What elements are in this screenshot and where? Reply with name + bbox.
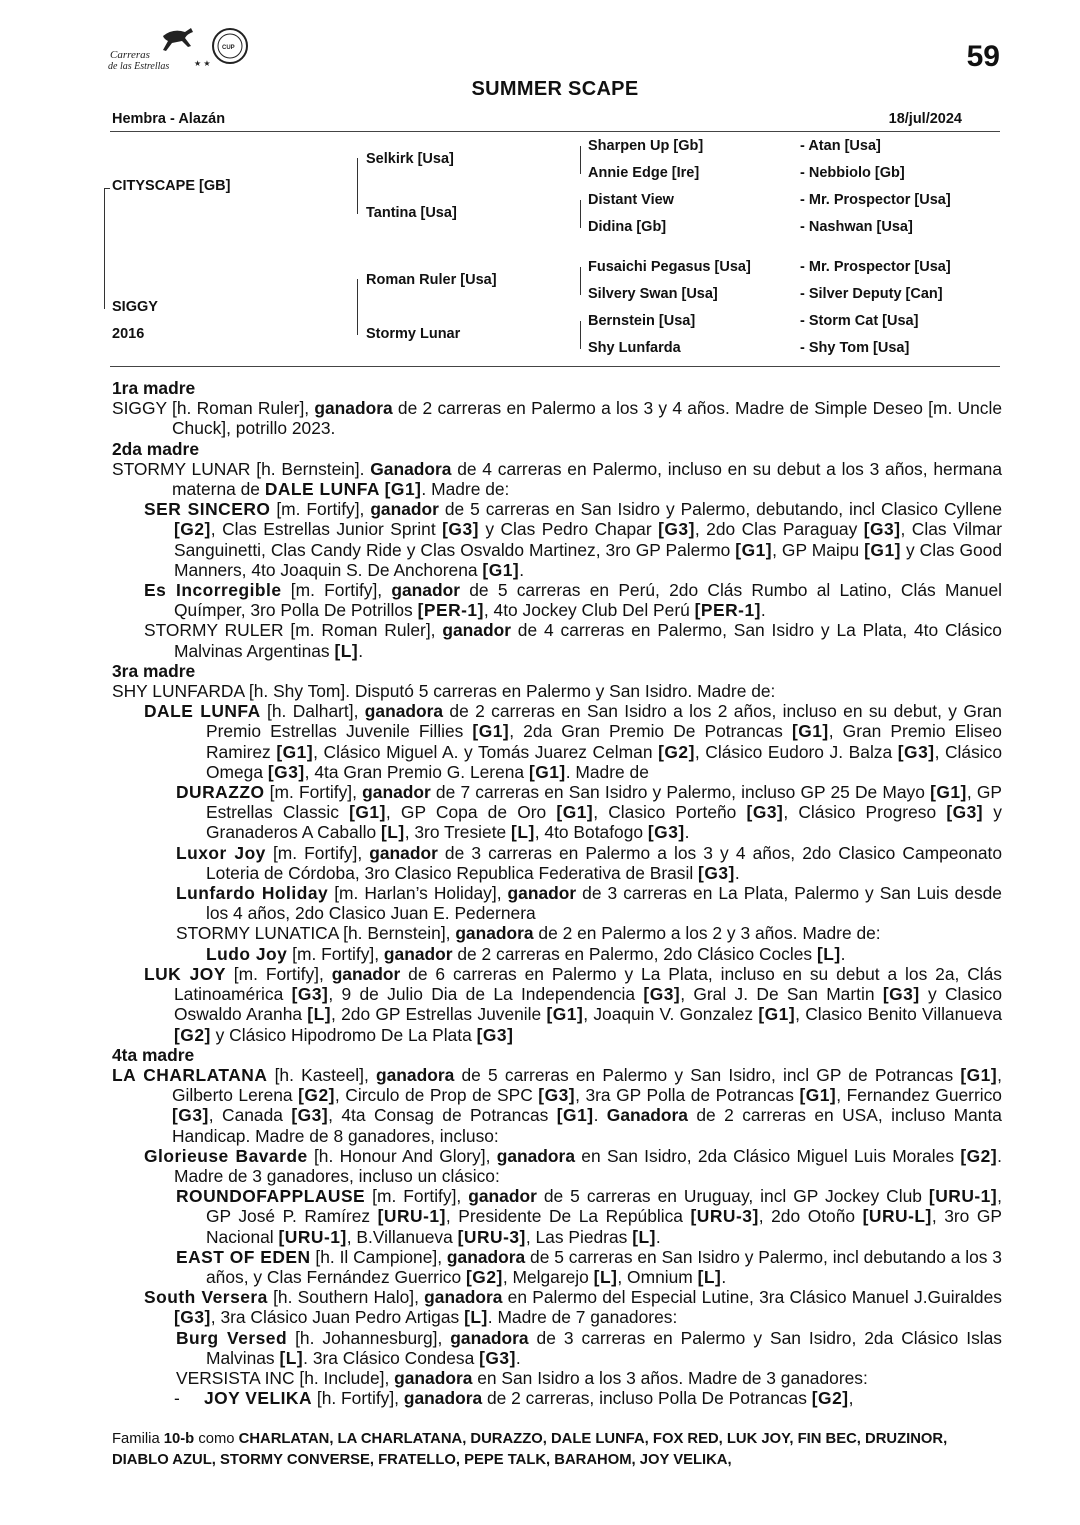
bottom-rule [110,366,1000,367]
family-footer [112,1429,1002,1471]
horse-name: SUMMER SCAPE [471,78,639,100]
pedigree-gen4-3: - Mr. Prospector [Usa] [800,192,951,208]
entry-joy-velika: - JOY VELIKA [h. Fortify], ganadora de 2 carreras, incluso Polla De Potrancas [G2], [174,1388,854,1409]
svg-text:CUP: CUP [222,45,235,51]
pedigree-gen4-8: - Shy Tom [Usa] [800,340,910,356]
pedigree-gen4-5: - Mr. Prospector [Usa] [800,259,951,275]
entry-stormy-ruler: STORMY RULER [m. Roman Ruler], ganador de 4 carreras en Palermo, San Isidro y La Plata, 4to Clásico Malvinas Argentinas [L]. [144,620,1002,661]
sex-coat: Hembra - Alazán [112,111,226,127]
gen3-bracket-1 [580,146,581,174]
entry-ludo-joy: Ludo Joy [m. Fortify], ganador de 2 carreras en Palermo, 2do Clásico Cocles [L]. [206,943,846,964]
carreras-de-las-estrellas-logo [108,22,248,74]
pedigree-gen2-1: Selkirk [Usa] [366,151,454,167]
entry-glorieuse-bavarde: Glorieuse Bavarde [h. Honour And Glory], ganadora en San Isidro, 2da Clásico Miguel Luis Morales [G2]. Madre de 3 ganadores, incluso un clásico: [144,1145,1002,1186]
pedigree-gen2-3: Roman Ruler [Usa] [366,272,497,288]
entry-la-charlatana: LA CHARLATANA [h. Kasteel], ganadora de 5 carreras en Palermo y San Isidro, incl GP de Potrancas [G1], Gilberto Lerena [G2], Circulo de Prop de SPC [G3], 3ra GP Polla de Potrancas [G1], Fernandez Guerrico [G3], Canada [G3], 4ta Consag de Potrancas [G1]. Ganadora de 2 carreras en USA, incluso Manta Handicap. Madre de 8 ganadores, incluso: [112,1064,1002,1146]
pedigree-gen4-2: - Nebbiolo [Gb] [800,165,905,181]
entry-stormy-lunar: STORMY LUNAR [h. Bernstein]. Ganadora de 4 carreras en Palermo, incluso en su debut a los 3 años, hermana materna de DALE LUNFA [G1]. Madre de: [112,458,1002,500]
pedigree-sire: CITYSCAPE [GB] [112,178,231,194]
pedigree-dam: SIGGY [112,299,158,315]
gen3-bracket-4 [580,321,581,349]
entry-stormy-lunatica: STORMY LUNATICA [h. Bernstein], ganadora de 2 en Palermo a los 2 y 3 años. Madre de: [176,923,881,944]
section-heading-4ta-madre: 4ta madre [112,1044,195,1065]
pedigree-gen2-2: Tantina [Usa] [366,205,457,221]
entry-luk-joy: LUK JOY [m. Fortify], ganador de 6 carreras en Palermo y La Plata, incluso en su debut a los 2a, Clás Latinoamérica [G3], 9 de Julio Dia de La Independencia [G3], Gral J. De San Martin [G3] y Clasico Oswaldo Aranha [L], 2do GP Estrellas Juvenile [G1], Joaquin V. Gonzalez [G1], Clasico Benito Villanueva [G2] y Clásico Hipodromo De La Plata [G3] [144,963,1002,1045]
family-prefix: Familia [112,1431,164,1447]
pedigree-gen4-1: - Atan [Usa] [800,138,881,154]
entry-roundofapplause: ROUNDOFAPPLAUSE [m. Fortify], ganador de 5 carreras en Uruguay, incl GP Jockey Club [URU-1], GP José P. Ramírez [URU-1], Presidente De La República [URU-3], 2do Otoño [URU-L], 3ro GP Nacional [URU-1], B.Villanueva [URU-3], Las Piedras [L]. [176,1186,1003,1247]
entry-shy-lunfarda: SHY LUNFARDA [h. Shy Tom]. Disputó 5 carreras en Palermo y San Isidro. Madre de: [112,681,776,702]
pedigree-gen3-4: Didina [Gb] [588,219,667,235]
pedigree-gen4-7: - Storm Cat [Usa] [800,313,919,329]
svg-text:★ ★: ★ ★ [194,59,211,68]
sale-date: 18/jul/2024 [888,111,962,127]
gen2-bracket-bottom [357,279,358,335]
entry-ser-sincero: SER SINCERO [m. Fortify], ganador de 5 carreras en San Isidro y Palermo, debutando, incl Clasico Cyllene [G2], Clas Estrellas Junior Sprint [G3] y Clas Pedro Chapar [G3], 2do Clas Paraguay [G3], Clas Vilmar Sanguinetti, Clas Candy Ride y Clas Osvaldo Martinez, 3ro GP Palermo [G1], GP Maipu [G1] y Clas Good Manners, 4to Joaquin S. De Anchorena [G1]. [144,499,1003,580]
entry-durazzo: DURAZZO [m. Fortify], ganador de 7 carreras en San Isidro y Palermo, incluso GP 25 De Mayo [G1], GP Estrellas Classic [G1], GP Copa de Oro [G1], Clasico Porteño [G3], Clásico Progreso [G3] y Granaderos A Caballo [L], 3ro Tresiete [L], 4to Botafogo [G3]. [176,782,1002,843]
pedigree-gen4-6: - Silver Deputy [Can] [800,286,943,302]
entry-south-versera: South Versera [h. Southern Halo], ganadora en Palermo del Especial Lutine, 3ra Clásico Manuel J.Guiraldes [G3], 3ra Clásico Juan Pedro Artigas [L]. Madre de 7 ganadores: [144,1287,1002,1328]
family-code: 10-b [163,1431,195,1447]
pedigree-gen3-7: Bernstein [Usa] [588,313,696,329]
section-heading-1ra-madre: 1ra madre [112,378,196,398]
svg-text:Carreras: Carreras [110,49,150,61]
svg-text:de las Estrellas: de las Estrellas [108,61,170,72]
pedigree-gen3-2: Annie Edge [Ire] [588,165,700,181]
family-como: como [194,1431,239,1447]
pedigree-gen3-5: Fusaichi Pegasus [Usa] [588,259,751,275]
catalogue-body [112,378,1002,1408]
entry-versista-inc: VERSISTA INC [h. Include], ganadora en San Isidro a los 3 años. Madre de 3 ganadores: [176,1367,868,1388]
entry-luxor-joy: Luxor Joy [m. Fortify], ganador de 3 carreras en Palermo a los 3 y 4 años, 2do Clasico Campeonato Loteria de Córdoba, 3ro Clasico Republica Federativa de Brasil [G3]. [176,842,1002,883]
entry-dale-lunfa: DALE LUNFA [h. Dalhart], ganadora de 2 carreras en San Isidro a los 2 años, incluso en su debut, y Gran Premio Estrellas Juvenile Fillies [G1], 2da Gran Premio De Potrancas [G1], Gran Premio Eliseo Ramirez [G1], Clásico Miguel A. y Tomás Juarez Celman [G2], Clásico Eudoro J. Balza [G3], Clásico Omega [G3], 4ta Gran Premio G. Lerena [G1]. Madre de [144,701,1002,782]
pedigree-gen3-1: Sharpen Up [Gb] [588,138,704,154]
pedigree-dam-year: 2016 [112,326,145,342]
pedigree-gen3-8: Shy Lunfarda [588,340,681,356]
gen3-bracket-3 [580,267,581,295]
sire-dam-bracket [104,188,110,309]
section-heading-2da-madre: 2da madre [112,438,199,459]
gen3-bracket-2 [580,200,581,228]
pedigree-gen4-4: - Nashwan [Usa] [800,219,913,235]
entry-burg-versed: Burg Versed [h. Johannesburg], ganadora de 3 carreras en Palermo y San Isidro, 2da Clásico Islas Malvinas [L]. 3ra Clásico Condesa [G3]. [176,1327,1003,1368]
pedigree-gen3-3: Distant View [588,192,674,208]
family-list: CHARLATAN, LA CHARLATANA, DURAZZO, DALE LUNFA, FOX RED, LUK JOY, FIN BEC, DRUZINOR, DIABLO AZUL, STORMY CONVERSE, FRATELLO, PEPE TALK, BARAHOM, JOY VELIKA, [112,1431,948,1468]
entry-east-of-eden: EAST OF EDEN [h. Il Campione], ganadora de 5 carreras en San Isidro y Palermo, incl debutando a los 3 años, y Clas Fernández Guerrico [G2], Melgarejo [L], Omnium [L]. [176,1246,1002,1287]
lot-number: 59 [966,40,1000,73]
entry-siggy: SIGGY [h. Roman Ruler], ganadora de 2 carreras en Palermo a los 3 y 4 años. Madre de Simple Deseo [m. Uncle Chuck], potrillo 2023. [112,398,1002,439]
top-rule [110,131,1000,132]
entry-lunfardo-holiday: Lunfardo Holiday [m. Harlan’s Holiday], ganador de 3 carreras en La Plata, Palermo y San Luis desde los 4 años, 2do Clasico Juan E. Pedernera [176,883,1002,924]
section-heading-3ra-madre: 3ra madre [112,660,196,681]
pedigree-gen2-4: Stormy Lunar [366,326,461,342]
pedigree-gen3-6: Silvery Swan [Usa] [588,286,718,302]
entry-es-incorregible: Es Incorregible [m. Fortify], ganador de 5 carreras en Perú, 2do Clás Rumbo al Latino, Clás Manuel Químper, 3ro Polla De Potrillos [PER-1], 4to Jockey Club Del Perú [PER-1]. [144,580,1002,621]
gen2-bracket-top [357,158,358,214]
